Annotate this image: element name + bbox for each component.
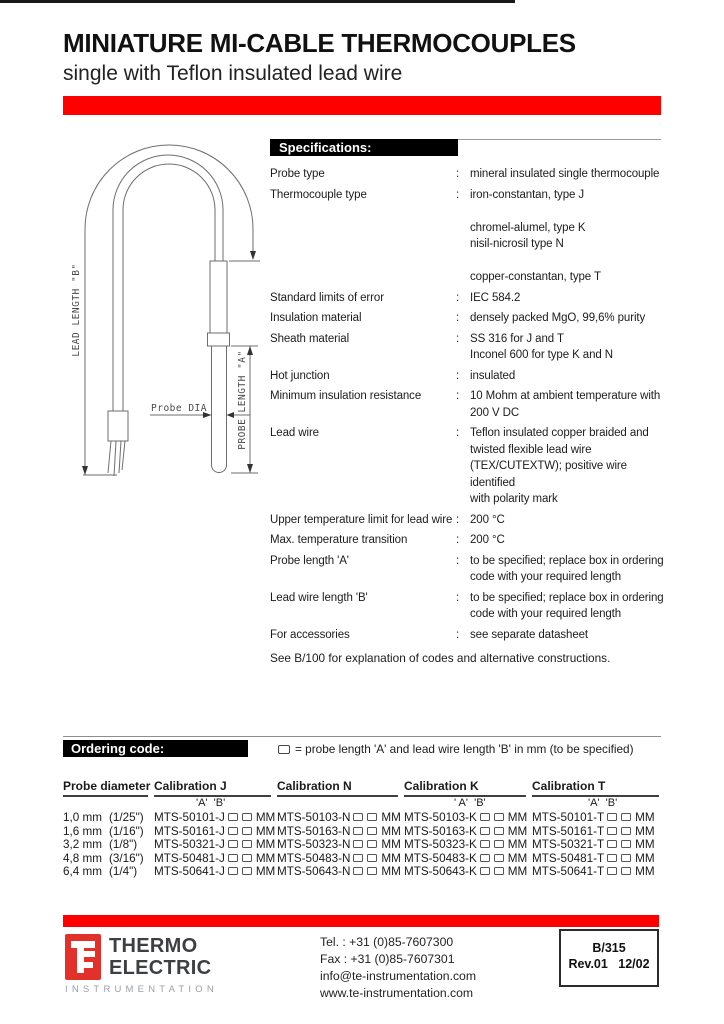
spec-label: For accessories	[270, 628, 350, 641]
code-prefix: MTS-50103-N	[277, 811, 351, 824]
code-suffix: MM	[635, 811, 655, 824]
page-title: MINIATURE MI-CABLE THERMOCOUPLES	[63, 28, 576, 58]
subheader-empty	[63, 797, 148, 811]
code-cal-k	[404, 838, 526, 852]
spec-value: to be specified; replace box in ordering code with your required length	[470, 554, 664, 583]
length-box-icon	[353, 840, 363, 848]
code-cal-j	[154, 838, 276, 852]
spec-colon: :	[456, 188, 460, 201]
code-cal-n	[277, 865, 401, 879]
doc-number: B/315	[592, 941, 626, 955]
length-box-icon	[621, 854, 631, 862]
diameter-mm: 1,6 mm	[63, 824, 102, 838]
spec-value: densely packed MgO, 99,6% purity	[470, 312, 646, 324]
probe-diagram	[55, 143, 265, 491]
code-suffix: MM	[635, 824, 655, 838]
probe-length-a-label: PROBE LENGTH "A"	[237, 350, 248, 450]
length-box-icon	[480, 854, 490, 862]
probe-diagram-drawing	[55, 143, 265, 491]
code-suffix: MM	[507, 824, 528, 838]
code-cal-t	[532, 852, 659, 866]
spec-value: see separate datasheet	[470, 628, 588, 641]
subheader-ab-k: ' A' 'B'	[454, 797, 486, 809]
length-box-icon	[621, 840, 631, 848]
specifications-list	[270, 166, 670, 647]
probe-diameter-cell	[63, 838, 148, 852]
code-prefix: MTS-50163-K	[404, 824, 477, 838]
length-box-icon	[621, 867, 631, 875]
subheader-empty	[277, 797, 398, 811]
contact-line-website: www.te-instrumentation.com	[320, 986, 474, 1000]
spec-label: Standard limits of error	[270, 291, 384, 304]
spec-value: Teflon insulated copper braided and twisted flexible lead wire (TEX/CUTEXTW); positive wire identified with polarity mark	[470, 427, 649, 505]
code-suffix: MM	[255, 824, 276, 838]
spec-row-limits-of-error	[270, 290, 670, 307]
column-header-probe-diameter: Probe diameter	[63, 779, 148, 797]
length-box-icon	[367, 854, 377, 862]
length-box-icon	[228, 840, 238, 848]
code-suffix: MM	[507, 865, 528, 878]
spec-row-lead-wire	[270, 425, 670, 508]
footer-red-bar	[63, 915, 659, 927]
spec-colon: :	[456, 628, 460, 641]
spec-colon: :	[456, 312, 460, 324]
ordering-legend	[278, 742, 634, 756]
ordering-table	[63, 779, 663, 879]
spec-label: Max. temperature transition	[270, 534, 408, 546]
code-cal-k	[404, 825, 526, 839]
probe-dia-label: Probe DIA	[151, 403, 207, 414]
spec-colon: :	[456, 291, 460, 304]
spec-row-sheath-material	[270, 331, 670, 364]
subheader-ab-j: 'A' 'B'	[196, 797, 226, 809]
ordering-rule	[63, 736, 661, 737]
revision-box	[559, 929, 659, 987]
length-box-icon	[621, 827, 631, 835]
spec-colon: :	[456, 591, 460, 604]
code-prefix: MTS-50643-N	[277, 865, 351, 878]
length-box-icon	[480, 813, 490, 821]
diameter-mm: 1,0 mm	[63, 811, 102, 824]
spec-label: Minimum insulation resistance	[270, 390, 422, 402]
spec-colon: :	[456, 513, 460, 526]
ordering-legend-text: = probe length 'A' and lead wire length 'B' in mm (to be specified)	[295, 742, 634, 756]
length-box-icon	[494, 840, 504, 848]
page-subtitle: single with Teflon insulated lead wire	[63, 62, 403, 85]
code-prefix: MTS-50643-K	[404, 865, 477, 878]
length-box-icon	[228, 854, 238, 862]
column-header-calibration-t: Calibration T	[532, 779, 659, 797]
code-prefix: MTS-50641-T	[532, 865, 605, 878]
spec-label: Insulation material	[270, 312, 362, 324]
code-prefix: MTS-50483-K	[404, 851, 477, 865]
code-cal-t	[532, 825, 659, 839]
length-box-icon	[480, 867, 490, 875]
length-box-icon	[494, 867, 504, 875]
code-cal-n	[277, 838, 401, 852]
length-box-icon	[607, 854, 617, 862]
ordering-table-subheader	[63, 797, 663, 811]
code-prefix: MTS-50323-K	[404, 838, 477, 851]
code-prefix: MTS-50101-T	[532, 811, 605, 824]
spec-colon: :	[456, 332, 460, 345]
length-box-icon	[228, 827, 238, 835]
code-suffix: MM	[507, 851, 528, 865]
length-box-icon	[353, 854, 363, 862]
length-box-icon	[242, 813, 252, 821]
spec-label: Lead wire	[270, 427, 319, 439]
code-prefix: MTS-50641-J	[154, 865, 225, 878]
code-suffix: MM	[381, 811, 401, 824]
code-suffix: MM	[381, 865, 401, 878]
spec-label: Probe type	[270, 168, 325, 180]
diameter-mm: 3,2 mm	[63, 838, 102, 851]
spec-value: IEC 584.2	[470, 291, 521, 304]
title-red-bar	[63, 96, 661, 115]
code-cal-k	[404, 811, 526, 825]
spec-value: SS 316 for J and T Inconel 600 for type K and N	[470, 332, 613, 361]
subheader-ab-t: 'A' 'B'	[588, 797, 618, 809]
length-box-icon	[367, 827, 377, 835]
spec-label: Upper temperature limit for lead wire	[270, 513, 453, 526]
codes-note: See B/100 for explanation of codes and alternative constructions.	[270, 651, 611, 665]
length-box-icon	[494, 813, 504, 821]
length-box-icon	[367, 867, 377, 875]
length-box-icon	[242, 867, 252, 875]
code-suffix: MM	[635, 865, 655, 878]
spec-colon: :	[456, 369, 460, 382]
diameter-inch: (1/25")	[109, 811, 144, 824]
logo-text-instrumentation: INSTRUMENTATION	[65, 984, 218, 995]
code-cal-k	[404, 865, 526, 879]
length-box-icon	[228, 867, 238, 875]
code-cal-n	[277, 824, 401, 839]
probe-diameter-cell	[63, 865, 148, 879]
code-cal-n	[277, 851, 401, 866]
table-row	[63, 811, 663, 825]
spec-row-upper-temp-limit	[270, 512, 670, 529]
spec-row-max-temp-transition	[270, 532, 670, 549]
code-prefix: MTS-50161-T	[532, 824, 605, 838]
code-prefix: MTS-50161-J	[154, 824, 225, 838]
code-prefix: MTS-50163-N	[277, 824, 351, 838]
code-suffix: MM	[381, 851, 401, 865]
logo-text-thermo: THERMO	[109, 935, 198, 957]
column-header-calibration-k: Calibration K	[404, 779, 526, 797]
spec-row-lead-wire-length-b	[270, 590, 670, 623]
length-box-icon	[278, 745, 290, 754]
code-prefix: MTS-50481-J	[154, 851, 225, 865]
length-box-icon	[480, 827, 490, 835]
code-cal-j	[154, 811, 276, 825]
length-box-icon	[494, 854, 504, 862]
code-cal-j	[154, 851, 276, 866]
scan-edge-line	[0, 0, 515, 3]
length-box-icon	[353, 827, 363, 835]
code-suffix: MM	[635, 838, 655, 851]
column-header-calibration-j: Calibration J	[154, 779, 271, 797]
spec-row-thermocouple-type	[270, 187, 670, 286]
length-box-icon	[367, 840, 377, 848]
probe-diameter-cell	[63, 825, 148, 839]
code-suffix: MM	[507, 811, 528, 824]
logo-text-electric: ELECTRIC	[109, 957, 212, 979]
length-box-icon	[228, 813, 238, 821]
length-box-icon	[367, 813, 377, 821]
spec-value: 200 °C	[470, 534, 505, 546]
spec-label: Sheath material	[270, 332, 350, 345]
spec-label: Thermocouple type	[270, 188, 367, 201]
spec-row-probe-length-a	[270, 553, 670, 586]
code-cal-n	[277, 811, 401, 825]
code-suffix: MM	[507, 838, 528, 851]
spec-colon: :	[456, 554, 460, 567]
table-row	[63, 825, 663, 839]
length-box-icon	[242, 854, 252, 862]
table-row	[63, 852, 663, 866]
spec-colon: :	[456, 390, 460, 402]
ordering-table-header	[63, 779, 663, 797]
code-cal-k	[404, 852, 526, 866]
code-suffix: MM	[255, 865, 276, 878]
length-box-icon	[607, 827, 617, 835]
specifications-header-bar: Specifications:	[270, 139, 458, 156]
spec-row-insulation-material	[270, 310, 670, 327]
contact-line-tel: Tel. : +31 (0)85-7607300	[320, 935, 454, 949]
length-box-icon	[621, 813, 631, 821]
doc-revision: Rev.01 12/02	[568, 957, 650, 971]
spec-value: 10 Mohm at ambient temperature with 200 V DC	[470, 390, 661, 419]
spec-row-probe-type	[270, 166, 670, 183]
code-prefix: MTS-50321-T	[532, 838, 605, 851]
probe-diameter-cell	[63, 852, 148, 866]
spec-colon: :	[456, 427, 460, 439]
length-box-icon	[353, 813, 363, 821]
length-box-icon	[607, 867, 617, 875]
diameter-inch: (1/4")	[109, 865, 138, 878]
length-box-icon	[480, 840, 490, 848]
table-row	[63, 865, 663, 879]
code-suffix: MM	[381, 838, 401, 851]
spec-value: iron-constantan, type J chromel-alumel, type K nisil-nicrosil type N copper-constantan, type T	[470, 188, 601, 283]
code-cal-t	[532, 811, 659, 825]
contact-line-email: info@te-instrumentation.com	[320, 969, 476, 983]
code-suffix: MM	[255, 811, 276, 824]
table-row	[63, 838, 663, 852]
length-box-icon	[242, 840, 252, 848]
code-prefix: MTS-50101-J	[154, 811, 225, 824]
code-cal-j	[154, 824, 276, 839]
diameter-inch: (1/8")	[109, 838, 138, 851]
length-box-icon	[494, 827, 504, 835]
spec-colon: :	[456, 168, 460, 180]
spec-row-insulation-resistance	[270, 388, 670, 421]
company-logo	[65, 934, 217, 995]
column-header-calibration-n: Calibration N	[277, 779, 398, 797]
spec-value: mineral insulated single thermocouple	[470, 168, 660, 180]
spec-row-hot-junction	[270, 368, 670, 385]
code-cal-j	[154, 865, 276, 879]
contact-line-fax: Fax : +31 (0)85-7607301	[320, 952, 455, 966]
probe-diameter-cell	[63, 811, 148, 825]
code-suffix: MM	[635, 851, 655, 865]
spec-value: 200 °C	[470, 513, 505, 526]
spec-label: Probe length 'A'	[270, 554, 349, 567]
spec-row-accessories	[270, 627, 670, 644]
code-suffix: MM	[255, 851, 276, 865]
diameter-mm: 4,8 mm	[63, 851, 102, 865]
code-suffix: MM	[255, 838, 276, 851]
length-box-icon	[607, 813, 617, 821]
length-box-icon	[353, 867, 363, 875]
spec-value: to be specified; replace box in ordering code with your required length	[470, 591, 664, 620]
spec-label: Lead wire length 'B'	[270, 591, 368, 604]
spec-value: insulated	[470, 369, 516, 382]
diameter-inch: (3/16")	[109, 851, 144, 865]
te-monogram-icon	[65, 934, 101, 980]
diameter-mm: 6,4 mm	[63, 865, 102, 878]
spec-label: Hot junction	[270, 369, 330, 382]
length-box-icon	[242, 827, 252, 835]
code-prefix: MTS-50103-K	[404, 811, 477, 824]
contact-info	[320, 934, 476, 1002]
spec-colon: :	[456, 534, 460, 546]
ordering-header-bar: Ordering code:	[63, 740, 248, 757]
code-cal-t	[532, 865, 659, 879]
code-prefix: MTS-50481-T	[532, 851, 605, 865]
code-prefix: MTS-50323-N	[277, 838, 351, 851]
lead-length-b-label: LEAD LENGTH "B"	[71, 263, 82, 357]
code-prefix: MTS-50483-N	[277, 851, 351, 865]
code-suffix: MM	[381, 824, 401, 838]
code-cal-t	[532, 838, 659, 852]
diameter-inch: (1/16")	[109, 824, 144, 838]
length-box-icon	[607, 840, 617, 848]
code-prefix: MTS-50321-J	[154, 838, 225, 851]
